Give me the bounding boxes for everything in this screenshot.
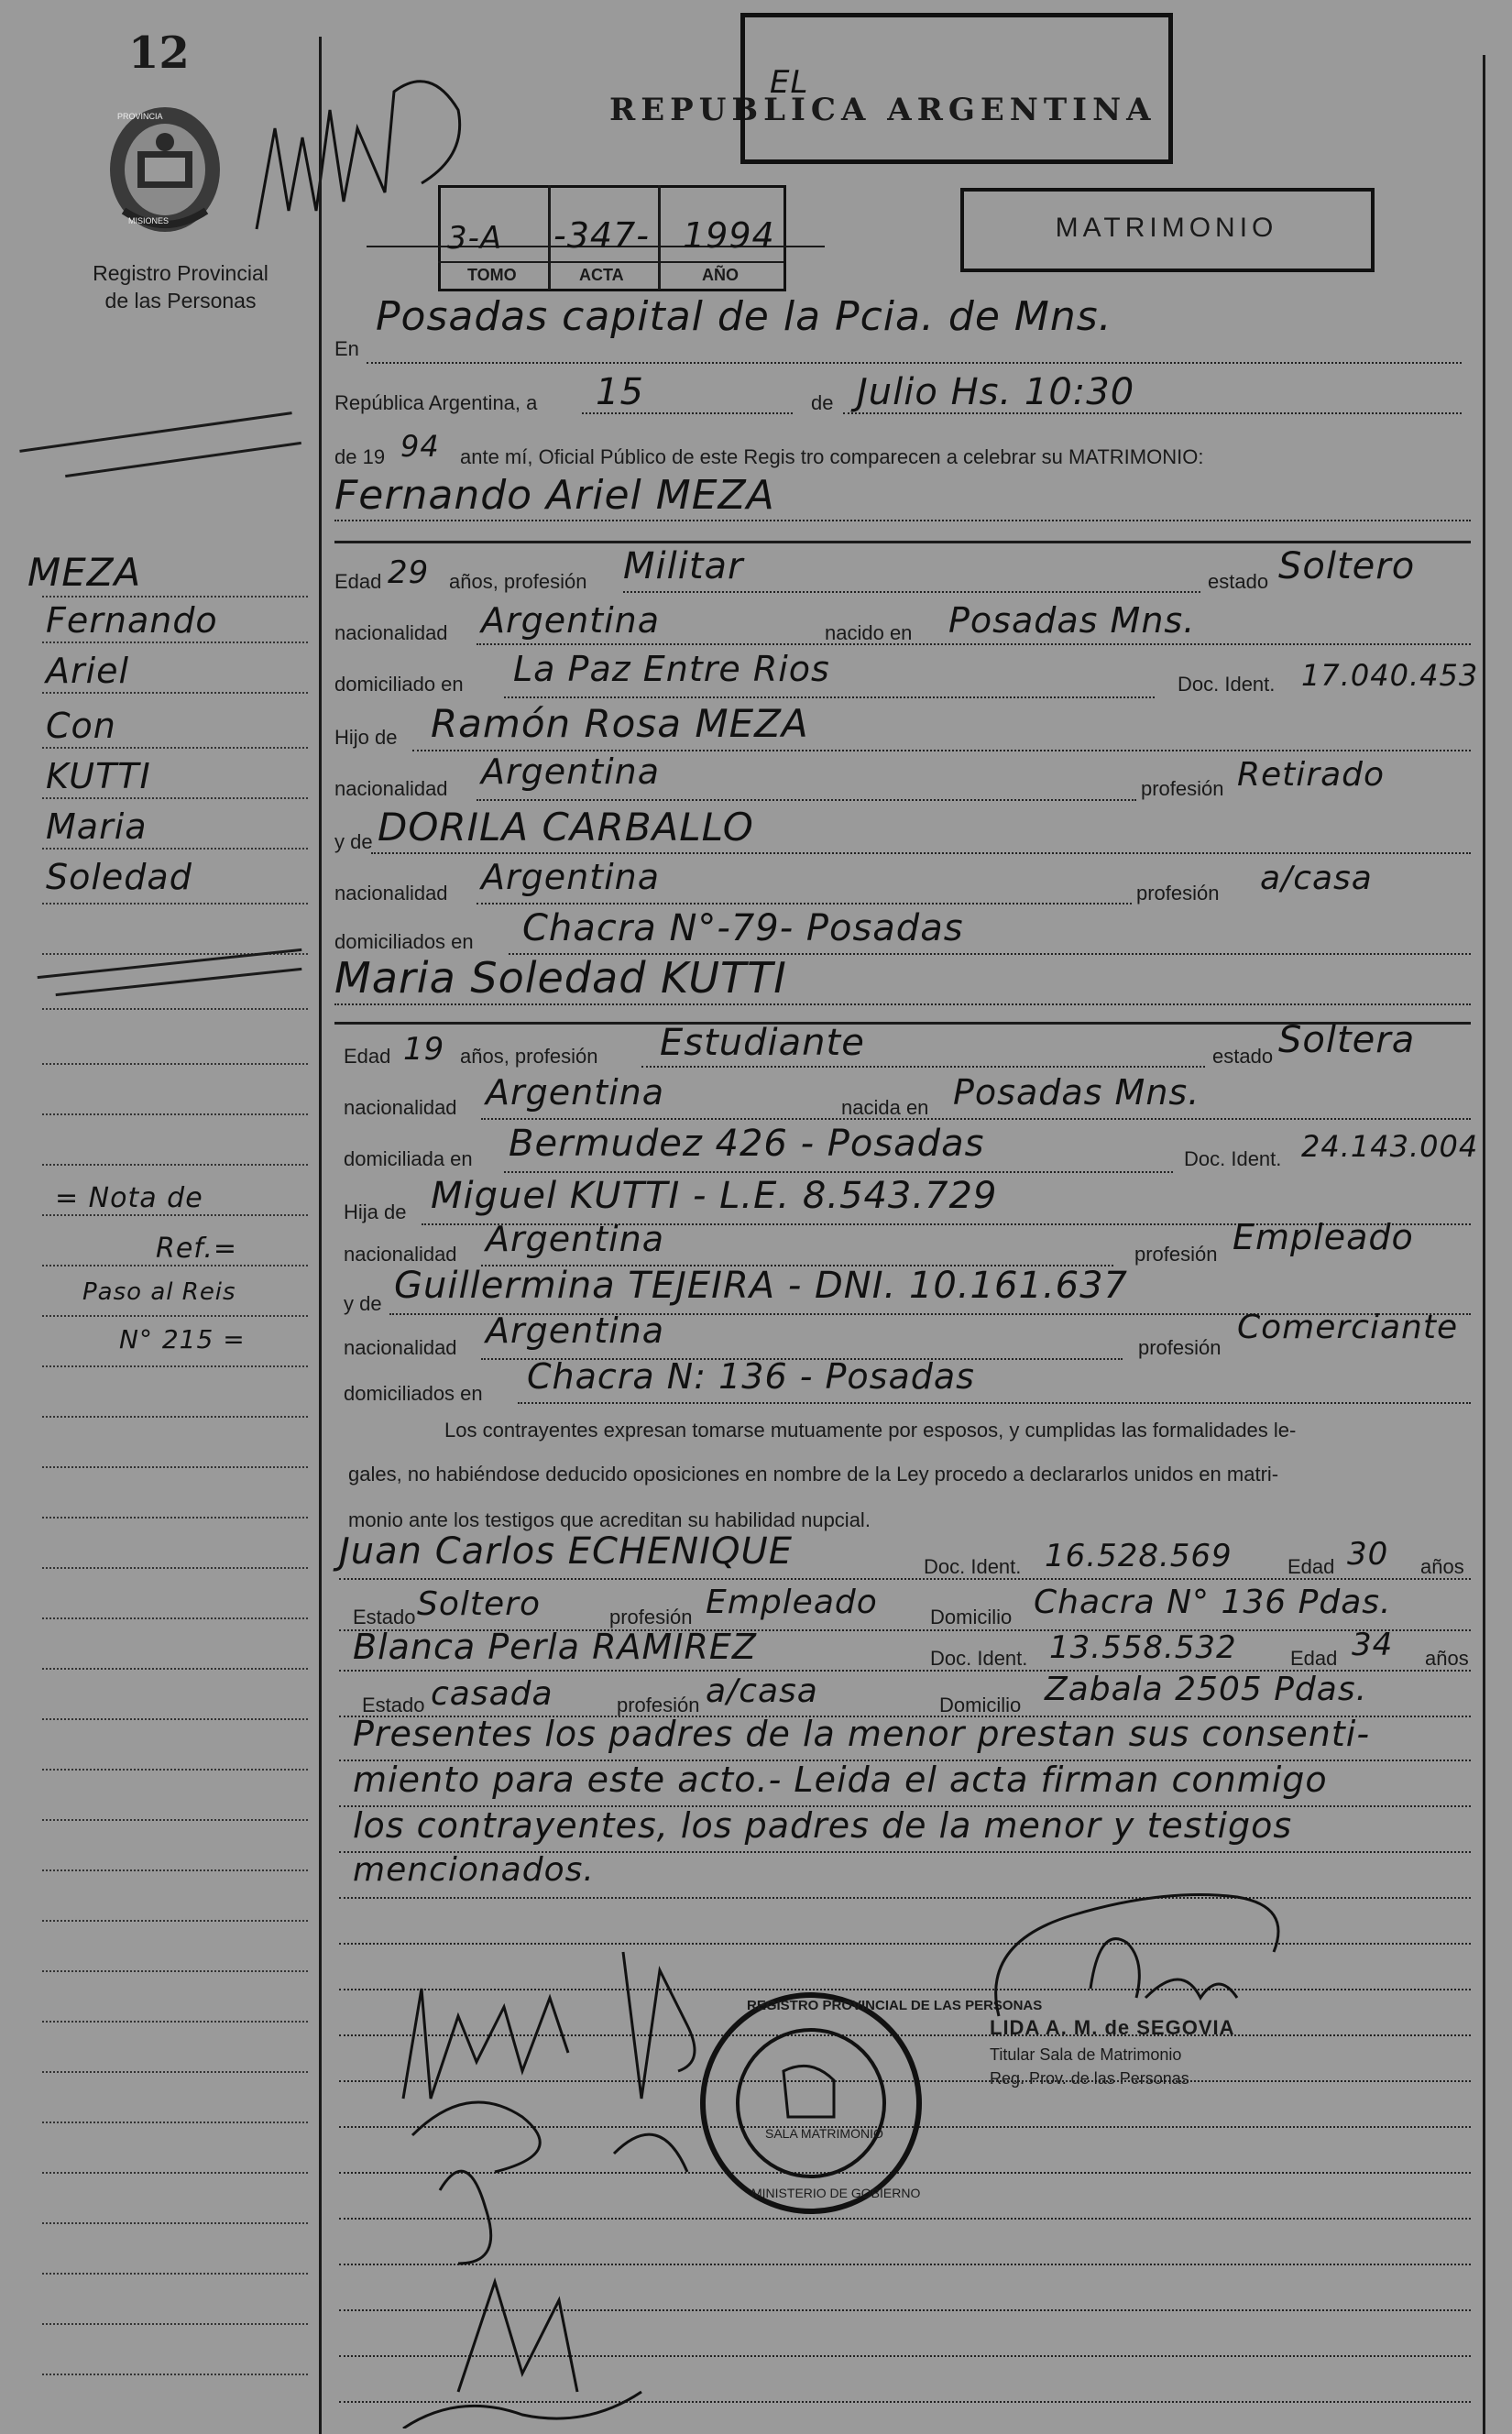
groom-father-profession: Retirado bbox=[1237, 756, 1386, 794]
margin-rule bbox=[42, 1365, 308, 1367]
ano-label: AÑO bbox=[702, 266, 739, 284]
margin-note-2: Ref.= bbox=[156, 1233, 238, 1265]
bride-anos-label: años, profesión bbox=[460, 1045, 598, 1068]
page-number: 12 bbox=[128, 27, 190, 79]
intro-place: Posadas capital de la Pcia. de Mns. bbox=[376, 293, 1112, 340]
witness1-anos-label: años bbox=[1420, 1555, 1464, 1578]
groom-nat-rule bbox=[477, 643, 1471, 645]
seal-bottom-text: MINISTERIO DE GOBIERNO bbox=[751, 2186, 921, 2200]
margin-rule bbox=[42, 2071, 308, 2073]
bride-mother-nat-label: nacionalidad bbox=[344, 1336, 457, 1359]
section-rule bbox=[334, 541, 1471, 543]
margin-rule bbox=[42, 1063, 308, 1065]
groom-mother-prof-label: profesión bbox=[1136, 882, 1220, 905]
groom-age: 29 bbox=[388, 554, 430, 591]
witness1-dom-label: Domicilio bbox=[930, 1606, 1013, 1628]
record-id-divider bbox=[658, 185, 661, 290]
witness2-doc: 13.558.532 bbox=[1049, 1629, 1237, 1666]
witness2-anos-label: años bbox=[1425, 1647, 1469, 1670]
margin-rule bbox=[42, 2273, 308, 2275]
tomo-label: TOMO bbox=[467, 266, 517, 284]
declaration-line3: monio ante los testigos que acreditan su habilidad nupcial. bbox=[348, 1508, 871, 1531]
margin-rule bbox=[42, 2323, 308, 2325]
lower-rule bbox=[339, 1805, 1471, 1807]
bride-hija-label: Hija de bbox=[344, 1201, 407, 1223]
record-id-divider bbox=[548, 185, 551, 290]
groom-father-nationality: Argentina bbox=[481, 751, 661, 792]
acta-label: ACTA bbox=[579, 266, 624, 284]
groom-estado-label: estado bbox=[1208, 570, 1269, 593]
bride-dom-label: domiciliada en bbox=[344, 1147, 473, 1170]
groom-name: Fernando Ariel MEZA bbox=[334, 472, 775, 519]
officer-title-line1: Titular Sala de Matrimonio bbox=[990, 2045, 1182, 2064]
declaration-line1: Los contrayentes expresan tomarse mutuamente por esposos, y cumplidas las formalidades le- bbox=[444, 1419, 1297, 1442]
margin-rule bbox=[42, 747, 308, 749]
bride-y-de-label: y de bbox=[344, 1292, 382, 1315]
groom-prof-rule bbox=[623, 591, 1200, 593]
margin-name-5: KUTTI bbox=[46, 756, 151, 796]
margin-rule bbox=[42, 1164, 308, 1166]
margin-rule bbox=[42, 1113, 308, 1115]
seal-text-top: PROVINCIA bbox=[117, 112, 163, 121]
witness1-name: Juan Carlos ECHENIQUE bbox=[339, 1530, 794, 1573]
groom-nat-label: nacionalidad bbox=[334, 621, 448, 644]
seal-text-bottom: MISIONES bbox=[128, 216, 170, 225]
margin-name-2: Fernando bbox=[46, 600, 218, 641]
groom-nationality: Argentina bbox=[481, 600, 661, 641]
acta-value: -347- bbox=[553, 215, 650, 256]
lower-rule bbox=[339, 1851, 1471, 1853]
bride-estado: Soltera bbox=[1278, 1019, 1416, 1061]
margin-rule bbox=[42, 2172, 308, 2174]
margin-name-4: Con bbox=[46, 706, 116, 746]
margin-rule bbox=[42, 903, 308, 905]
declaration-line2: gales, no habiéndose deducido oposiciones en nombre de la Ley procedo a declararlos unidos en matri- bbox=[348, 1463, 1279, 1486]
right-edge-rule bbox=[1483, 55, 1485, 2434]
witness1-edad-label: Edad bbox=[1287, 1555, 1335, 1578]
bride-edad-label: Edad bbox=[344, 1045, 391, 1068]
bride-parents-address: Chacra N: 136 - Posadas bbox=[527, 1356, 975, 1397]
witness1-doc-label: Doc. Ident. bbox=[924, 1555, 1022, 1578]
officer-title-line2: Reg. Prov. de las Personas bbox=[990, 2069, 1189, 2088]
witness2-estado-label: Estado bbox=[362, 1694, 425, 1716]
witness1-prof-label: profesión bbox=[609, 1606, 693, 1628]
year-prefix: de 19 bbox=[334, 445, 386, 468]
margin-note-1: = Nota de bbox=[55, 1182, 203, 1214]
groom-profession: Militar bbox=[623, 545, 744, 587]
groom-mother-profession: a/casa bbox=[1260, 860, 1373, 897]
bride-parents-dom-label: domiciliados en bbox=[344, 1382, 483, 1405]
margin-name-3: Ariel bbox=[46, 651, 130, 691]
groom-parents-address: Chacra N°-79- Posadas bbox=[522, 907, 964, 949]
groom-father-nat-rule bbox=[477, 799, 1136, 801]
margin-note-4: N° 215 = bbox=[119, 1324, 246, 1354]
groom-mother-rule bbox=[371, 852, 1471, 854]
margin-rule bbox=[42, 2021, 308, 2023]
ano-value: 1994 bbox=[683, 215, 775, 256]
bride-name-rule bbox=[334, 1003, 1471, 1005]
official-registry-seal-icon bbox=[696, 1989, 926, 2218]
witness2-dom-label: Domicilio bbox=[939, 1694, 1022, 1716]
bride-profession: Estudiante bbox=[660, 1022, 865, 1064]
groom-estado: Soltero bbox=[1278, 545, 1416, 587]
witness2-estado: casada bbox=[431, 1675, 553, 1713]
bride-father-nat-label: nacionalidad bbox=[344, 1243, 457, 1266]
margin-rule bbox=[42, 1416, 308, 1418]
witness2-prof-label: profesión bbox=[617, 1694, 700, 1716]
tomo-value: 3-A bbox=[447, 220, 503, 257]
bride-father: Miguel KUTTI - L.E. 8.543.729 bbox=[431, 1175, 998, 1217]
witness2-doc-label: Doc. Ident. bbox=[930, 1647, 1028, 1670]
bride-nationality: Argentina bbox=[486, 1072, 665, 1113]
groom-name-rule bbox=[334, 520, 1471, 521]
groom-dom-label: domiciliado en bbox=[334, 673, 464, 696]
margin-rule bbox=[42, 2374, 308, 2375]
lower-rule bbox=[339, 1760, 1471, 1761]
witness2-edad-label: Edad bbox=[1290, 1647, 1338, 1670]
margin-rule bbox=[42, 1466, 308, 1468]
margin-strike bbox=[65, 442, 301, 477]
closing-note-line1: Presentes los padres de la menor prestan sus consenti- bbox=[353, 1714, 1371, 1754]
margin-rule bbox=[42, 1214, 308, 1216]
bride-age: 19 bbox=[403, 1031, 445, 1068]
bride-doc-label: Doc. Ident. bbox=[1184, 1147, 1282, 1170]
margin-name-1: MEZA bbox=[27, 550, 142, 595]
witness1-estado: Soltero bbox=[417, 1585, 541, 1623]
closing-note-line2: miento para este acto.- Leida el acta firman conmigo bbox=[353, 1760, 1328, 1800]
bride-prof-rule bbox=[641, 1066, 1205, 1068]
intro-month-time: Julio Hs. 10:30 bbox=[857, 371, 1135, 413]
margin-rule bbox=[42, 1668, 308, 1670]
groom-mother-nationality: Argentina bbox=[481, 857, 661, 897]
bride-estado-label: estado bbox=[1212, 1045, 1274, 1068]
witness1-rule bbox=[339, 1578, 1471, 1580]
year-suffix: 94 bbox=[400, 429, 440, 464]
margin-rule bbox=[42, 1869, 308, 1871]
bride-address: Bermudez 426 - Posadas bbox=[509, 1123, 985, 1165]
bride-mother: Guillermina TEJEIRA - DNI. 10.161.637 bbox=[394, 1265, 1128, 1307]
seal-ring-text: REGISTRO PROVINCIAL DE LAS PERSONAS bbox=[747, 1998, 1043, 2013]
groom-doc-label: Doc. Ident. bbox=[1178, 673, 1276, 696]
intro-day-rule bbox=[582, 412, 793, 414]
groom-father-prof-label: profesión bbox=[1141, 777, 1224, 800]
groom-address: La Paz Entre Rios bbox=[513, 649, 830, 689]
bride-name: Maria Soledad KUTTI bbox=[334, 953, 787, 1003]
margin-note-3: Paso al Reis bbox=[82, 1278, 236, 1306]
registry-name-line2: de las Personas bbox=[104, 289, 257, 312]
bride-mother-profession: Comerciante bbox=[1237, 1309, 1459, 1346]
groom-mother-nat-label: nacionalidad bbox=[334, 882, 448, 905]
bride-nat-rule bbox=[481, 1118, 1471, 1120]
de-label: de bbox=[811, 391, 834, 414]
bride-father-nationality: Argentina bbox=[486, 1219, 665, 1259]
bride-birthplace: Posadas Mns. bbox=[953, 1072, 1200, 1113]
margin-rule bbox=[42, 2222, 308, 2224]
bride-father-profession: Empleado bbox=[1233, 1217, 1414, 1257]
margin-rule bbox=[42, 1567, 308, 1569]
groom-father-nat-label: nacionalidad bbox=[334, 777, 448, 800]
groom-birthplace: Posadas Mns. bbox=[948, 600, 1196, 641]
margin-name-7: Soledad bbox=[46, 857, 192, 897]
margin-rule bbox=[42, 1718, 308, 1720]
bride-doc: 24.143.004 bbox=[1301, 1129, 1479, 1164]
record-id-divider bbox=[438, 261, 783, 263]
record-type: MATRIMONIO bbox=[1055, 213, 1278, 243]
witness2-address: Zabala 2505 Pdas. bbox=[1045, 1671, 1368, 1708]
seal-inner-text: SALA MATRIMONIO bbox=[765, 2126, 883, 2141]
margin-rule bbox=[42, 1970, 308, 1972]
groom-nacido-label: nacido en bbox=[825, 621, 913, 644]
margin-rule bbox=[42, 596, 308, 598]
witness1-age: 30 bbox=[1347, 1536, 1389, 1573]
republica-label: República Argentina, a bbox=[334, 391, 538, 414]
witness2-profession: a/casa bbox=[706, 1672, 818, 1710]
registry-name-line1: Registro Provincial bbox=[93, 261, 268, 285]
groom-doc: 17.040.453 bbox=[1301, 658, 1479, 693]
witness1-address: Chacra N° 136 Pdas. bbox=[1034, 1584, 1392, 1621]
witness2-age: 34 bbox=[1352, 1627, 1394, 1663]
margin-rule bbox=[42, 1819, 308, 1821]
margin-rule bbox=[42, 797, 308, 799]
margin-rule bbox=[42, 692, 308, 694]
groom-parents-dom-label: domiciliados en bbox=[334, 930, 474, 953]
groom-address-rule bbox=[504, 696, 1155, 698]
bride-father-prof-label: profesión bbox=[1134, 1243, 1218, 1266]
bride-mother-prof-label: profesión bbox=[1138, 1336, 1222, 1359]
groom-y-de-label: y de bbox=[334, 830, 373, 853]
bride-parents-rule bbox=[518, 1402, 1471, 1404]
margin-strike bbox=[19, 411, 291, 453]
margin-rule bbox=[42, 1920, 308, 1922]
bride-address-rule bbox=[504, 1171, 1173, 1173]
top-stamp-text: EL bbox=[770, 64, 809, 101]
margin-rule bbox=[42, 1617, 308, 1619]
groom-hijo-label: Hijo de bbox=[334, 726, 398, 749]
officer-name: LIDA A. M. de SEGOVIA bbox=[990, 2016, 1235, 2039]
margin-rule bbox=[42, 1008, 308, 1010]
groom-father: Ramón Rosa MEZA bbox=[431, 701, 809, 746]
bride-nacida-label: nacida en bbox=[841, 1096, 929, 1119]
margin-rule bbox=[42, 1315, 308, 1317]
groom-anos-label: años, profesión bbox=[449, 570, 587, 593]
margin-rule bbox=[42, 1517, 308, 1519]
margin-divider bbox=[319, 37, 322, 2434]
intro-day: 15 bbox=[596, 371, 644, 413]
closing-note-line3: los contrayentes, los padres de la menor y testigos bbox=[353, 1805, 1293, 1846]
bride-mother-nationality: Argentina bbox=[486, 1310, 665, 1351]
margin-name-6: Maria bbox=[46, 806, 148, 847]
groom-edad-label: Edad bbox=[334, 570, 382, 593]
margin-rule bbox=[42, 2122, 308, 2123]
witness1-profession: Empleado bbox=[706, 1584, 878, 1621]
country-title: REPUBLICA ARGENTINA bbox=[609, 92, 1156, 128]
intro-month-rule bbox=[843, 412, 1462, 414]
witness1-doc: 16.528.569 bbox=[1045, 1538, 1233, 1574]
closing-note-line4: mencionados. bbox=[353, 1851, 595, 1889]
witness2-name: Blanca Perla RAMIREZ bbox=[353, 1627, 757, 1667]
en-label: En bbox=[334, 337, 359, 360]
intro-place-rule bbox=[367, 362, 1462, 364]
margin-rule bbox=[42, 848, 308, 850]
witness1-estado-label: Estado bbox=[353, 1606, 416, 1628]
bride-nat-label: nacionalidad bbox=[344, 1096, 457, 1119]
groom-mother-nat-rule bbox=[477, 903, 1132, 905]
intro-rest: ante mí, Oficial Público de este Regis tro comparecen a celebrar su MATRIMONIO: bbox=[460, 445, 1204, 468]
margin-rule bbox=[42, 1769, 308, 1771]
margin-rule bbox=[42, 641, 308, 643]
groom-mother: DORILA CARBALLO bbox=[378, 805, 754, 850]
margin-rule bbox=[42, 1265, 308, 1266]
